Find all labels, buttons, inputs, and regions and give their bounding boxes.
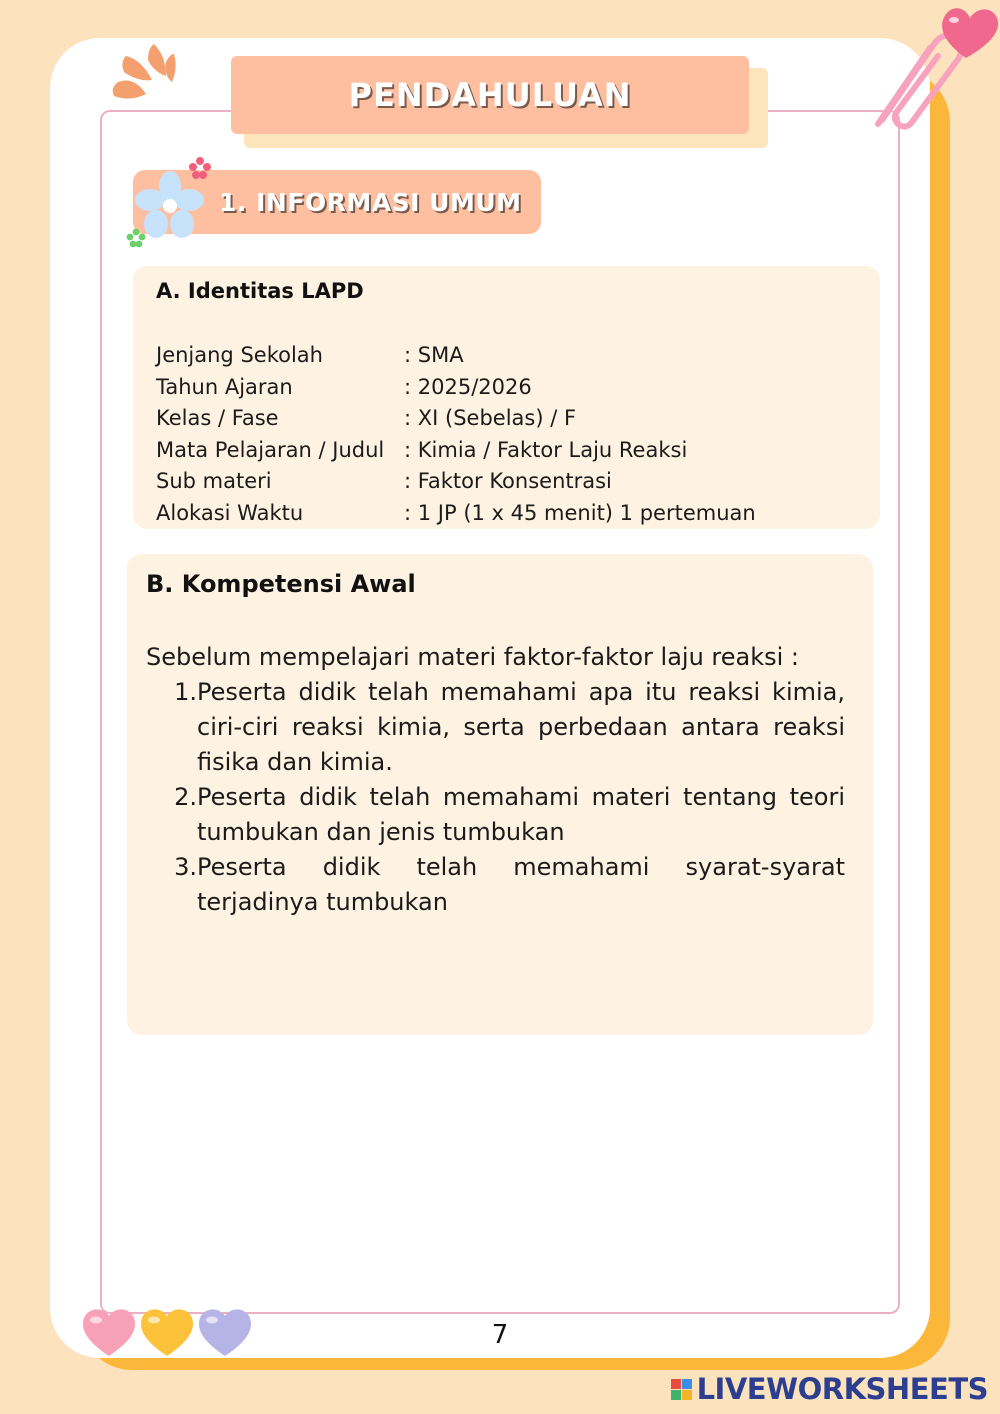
list-text: Peserta didik telah memahami materi tentang teori tumbukan dan jenis tumbukan [197,783,845,846]
pink-heart-icon [80,1306,138,1358]
identitas-row [156,466,756,498]
row-label: Mata Pelajaran / Judul [156,437,385,462]
list-text: Peserta didik telah memahami syarat-syarat terjadinya tumbukan [197,853,845,916]
title-banner [231,56,749,134]
identitas-table [156,340,756,529]
brand-text: LIVEWORKSHEETS [696,1372,988,1406]
identitas-heading: A. Identitas LAPD [156,279,364,303]
identitas-row [156,498,756,530]
liveworksheets-logo-icon [671,1379,692,1400]
kompetensi-heading: B. Kompetensi Awal [146,570,416,598]
list-item [167,675,845,780]
page-number: 7 [491,1320,509,1350]
row-value: : SMA [404,343,464,367]
row-value: : XI (Sebelas) / F [404,406,577,430]
row-value: : Kimia / Faktor Laju Reaksi [404,437,688,462]
list-text: Peserta didik telah memahami apa itu reaksi kimia, ciri-ciri reaksi kimia, serta perbedaan antara reaksi fisika dan kimia. [197,678,845,776]
yellow-heart-icon [138,1306,196,1358]
kompetensi-list [167,675,845,920]
identitas-row [156,403,756,435]
list-item [167,850,845,920]
liveworksheets-brand[interactable] [671,1372,988,1406]
row-label: Jenjang Sekolah [156,343,323,367]
page-title: PENDAHULUAN [348,76,632,114]
identitas-row [156,435,756,467]
row-value: : 2025/2026 [404,374,532,399]
sunburst-decoration-icon [108,36,194,106]
row-value: : 1 JP (1 x 45 menit) 1 pertemuan [404,500,756,525]
identitas-row [156,340,756,372]
purple-heart-icon [196,1306,254,1358]
row-label: Alokasi Waktu [156,500,304,525]
row-label: Kelas / Fase [156,406,279,430]
row-value: : Faktor Konsentrasi [404,469,612,493]
identitas-card [133,266,880,529]
green-flower-icon [126,228,146,248]
row-label: Tahun Ajaran [156,374,293,399]
red-flower-icon [188,156,212,180]
list-number: 3. [174,853,197,881]
kompetensi-card [127,554,873,1035]
row-label: Sub materi [156,469,272,493]
section-title: 1. INFORMASI UMUM [219,187,522,217]
list-item [167,780,845,850]
heart-paperclip-icon [862,0,1000,140]
identitas-row [156,372,756,404]
kompetensi-intro: Sebelum mempelajari materi faktor-faktor laju reaksi : [146,643,800,671]
list-number: 2. [174,783,197,811]
list-number: 1. [174,678,197,706]
